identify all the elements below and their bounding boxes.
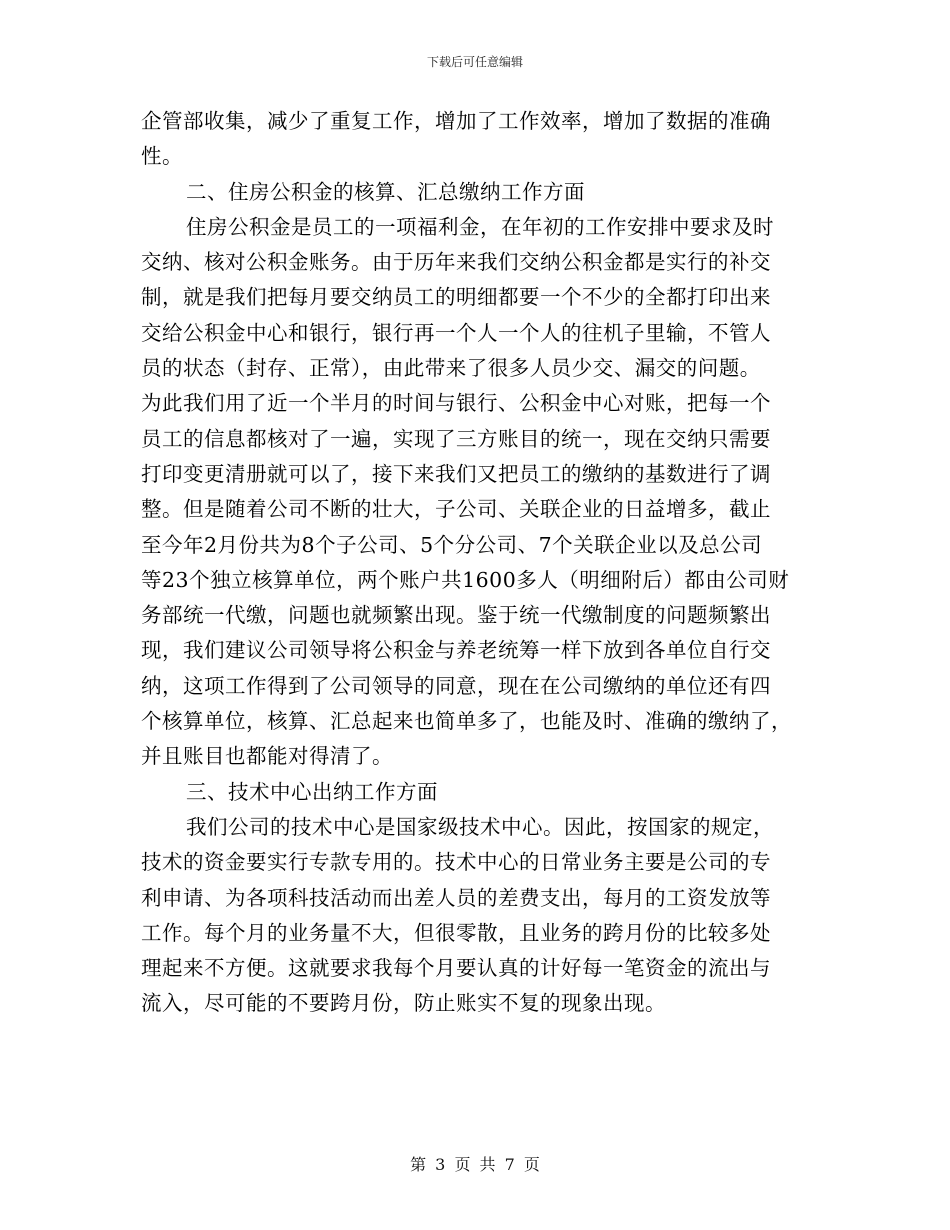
body-line: 整。但是随着公司不断的壮大，子公司、关联企业的日益增多，截止 (141, 497, 771, 522)
body-line: 企管部收集，减少了重复工作，增加了工作效率，增加了数据的准确 (141, 109, 771, 133)
page-number: 第 3 页 共 7 页 (410, 1155, 540, 1174)
body-line: 交纳、核对公积金账务。由于历年来我们交纳公积金都是实行的补交 (141, 250, 771, 275)
body-line: 个核算单位，核算、汇总起来也简单多了，也能及时、准确的缴纳了， (141, 709, 792, 734)
page-header-note: 下载后可任意编辑 (426, 55, 523, 69)
body-line: 工作。每个月的业务量不大，但很零散，且业务的跨月份的比较多处 (141, 920, 771, 945)
paragraph-first-line: 我们公司的技术中心是国家级技术中心。因此，按国家的规定， (186, 814, 774, 839)
section-heading: 三、技术中心出纳工作方面 (186, 779, 438, 804)
body-line: 流入，尽可能的不要跨月份，防止账实不复的现象出现。 (141, 991, 666, 1016)
body-line: 纳，这项工作得到了公司领导的同意，现在在公司缴纳的单位还有四 (141, 673, 771, 698)
body-line: 性。 (141, 144, 183, 169)
document-body (141, 104, 811, 1022)
body-line: 务部统一代缴，问题也就频繁出现。鉴于统一代缴制度的问题频繁出 (141, 603, 771, 628)
body-line: 员的状态（封存、正常），由此带来了很多人员少交、漏交的问题。 (141, 356, 761, 381)
body-line: 现，我们建议公司领导将公积金与养老统筹一样下放到各单位自行交 (141, 638, 771, 663)
body-line: 并且账目也都能对得清了。 (141, 744, 393, 769)
body-line: 利申请、为各项科技活动而出差人员的差费支出，每月的工资发放等 (141, 885, 771, 910)
body-line: 员工的信息都核对了一遍，实现了三方账目的统一，现在交纳只需要 (141, 426, 771, 451)
body-line: 等23个独立核算单位，两个账户共1600多人（明细附后）都由公司财 (141, 567, 790, 592)
body-line: 技术的资金要实行专款专用的。技术中心的日常业务主要是公司的专 (141, 850, 771, 875)
body-line: 理起来不方便。这就要求我每个月要认真的计好每一笔资金的流出与 (141, 956, 771, 981)
body-line: 至今年2月份共为8个子公司、5个分公司、7个关联企业以及总公司 (141, 532, 763, 557)
paragraph-first-line: 住房公积金是员工的一项福利金，在年初的工作安排中要求及时 (186, 214, 774, 239)
section-heading: 二、住房公积金的核算、汇总缴纳工作方面 (186, 179, 585, 204)
body-line: 交给公积金中心和银行，银行再一个人一个人的往机子里输，不管人 (141, 320, 771, 345)
body-line: 制，就是我们把每月要交纳员工的明细都要一个不少的全都打印出来 (141, 285, 771, 310)
body-line: 为此我们用了近一个半月的时间与银行、公积金中心对账，把每一个 (141, 391, 771, 416)
body-line: 打印变更清册就可以了，接下来我们又把员工的缴纳的基数进行了调 (141, 461, 771, 486)
